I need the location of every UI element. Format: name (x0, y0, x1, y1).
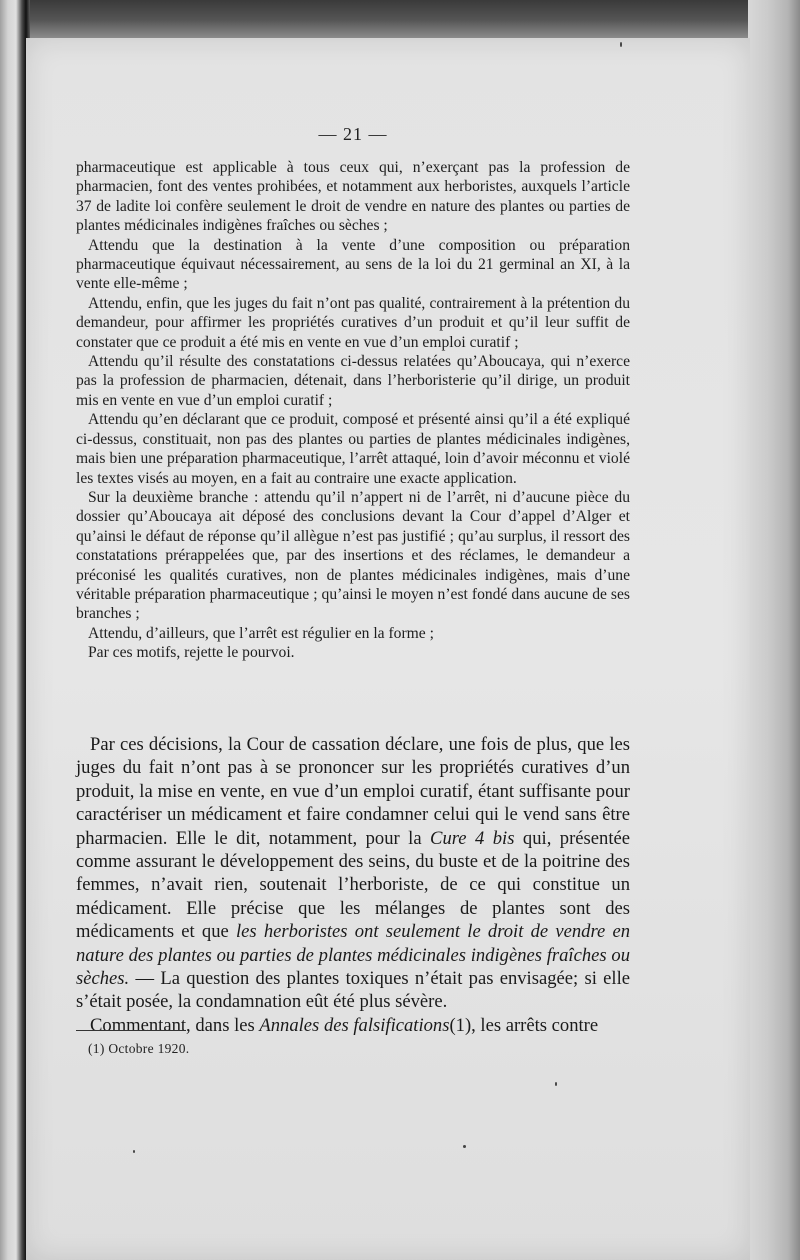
footnote-rule (76, 1030, 186, 1031)
judgment-paragraph: Sur la deuxième branche : attendu qu’il n’appert ni de l’arrêt, ni d’aucune pièce du dossier qu’Aboucaya ait déposé des conclusions devant la Cour d’appel d’Alger et qu’ainsi le défaut de réponse qu’il allègue n’est pas justifié ; qu’au surplus, il ressort des constatations prérappelées que, par des insertions et des réclames, le demandeur a préconisé les qualités curatives, non de plantes médicinales indigènes, mais d’une véritable préparation pharmaceutique ; qu’ainsi le moyen n’est fondé dans aucune de ses branches ; (76, 488, 630, 623)
commentary-text-run: Par ces décisions, la Cour de cassation déclare, une fois de plus, que les juges du fait n’ont pas à se prononcer sur les propriétés curatives d’un produit, la mise en vente, en vue d’un emploi curatif, étant suffisante pour caractériser un médicament et faire condamner celui qui le vend sans être pharmacien. Elle le dit, notamment, pour la (76, 734, 630, 849)
judgment-paragraph: Attendu, d’ailleurs, que l’arrêt est régulier en la forme ; (88, 624, 434, 642)
judgment-paragraph: Attendu, enfin, que les juges du fait n’ont pas qualité, contrairement à la prétention du demandeur, pour affirmer les propriétés curatives d’un produit et qu’il leur suffit de constater que ce produit a été mis en vente en vue d’un emploi curatif ; (76, 294, 630, 351)
footnote: (1) Octobre 1920. (88, 1041, 190, 1056)
page-edge (748, 0, 800, 1260)
judgment-paragraph: Attendu qu’il résulte des constatations ci-dessus relatées qu’Aboucaya, qui n’exerce pas la profession de pharmacien, détenait, dans l’herboristerie qu’il dirige, un produit mis en vente en vue d’un emploi curatif ; (76, 353, 630, 409)
commentary-text (76, 733, 630, 1037)
judgment-paragraph: Par ces motifs, rejette le pourvoi. (88, 644, 295, 662)
paper-speck (133, 1150, 135, 1153)
judgment-paragraph: Attendu qu’en déclarant que ce produit, composé et présenté ainsi qu’il a été expliqué ci-dessus, constituait, non pas des plantes ou parties de plantes médicinales indigènes, mais bien une préparation pharmaceutique, l’arrêt attaqué, loin d’avoir méconnu et violé les textes visés au moyen, en a fait au contraire une exacte application. (76, 411, 630, 487)
top-edge (0, 0, 800, 38)
paper-speck (620, 42, 622, 47)
court-quote: les herboristes ont seulement le droit de vendre en nature des plantes ou parties de plantes médicinales indigènes fraîches ou sèches. (76, 921, 630, 990)
commentary-text-run: qui, présentée comme assurant le développement des seins, du buste et de la poitrine des femmes, n’avait rien, soutenait l’herboriste, de ce qui constitue un médicament. Elle précise que les mélanges de plantes sont des médicaments et que (76, 827, 630, 943)
paper-speck (555, 1082, 557, 1086)
commentary-text-run: — La question des plantes toxiques n’était pas envisagée; si elle s’était posée, la condamnation eût été plus sévère. (76, 968, 630, 1013)
commentary-paragraph-1 (76, 733, 630, 1014)
commentary-text-run: (1), les arrêts contre (449, 1014, 599, 1036)
journal-title: Annales des falsifications (259, 1014, 450, 1036)
commentary-paragraph-2 (76, 1014, 630, 1037)
commentary-text-run: Commentant, dans les (90, 1014, 260, 1036)
product-name: Cure 4 bis (430, 827, 515, 849)
paper-speck (463, 1145, 466, 1148)
judgment-paragraph: Attendu que la destination à la vente d’une composition ou préparation pharmaceutique équivaut nécessairement, au sens de la loi du 21 germinal an XI, à la vente elle-même ; (76, 236, 630, 293)
page-number: — 21 — (318, 124, 388, 144)
judgment-text (76, 158, 630, 663)
judgment-paragraph: pharmaceutique est applicable à tous ceux qui, n’exerçant pas la profession de pharmacien, font des ventes prohibées, et notamment aux herboristes, auxquels l’article 37 de ladite loi confère seulement le droit de vendre en nature des plantes ou parties de plantes médicinales indigènes fraîches ou sèches ; (76, 159, 630, 235)
